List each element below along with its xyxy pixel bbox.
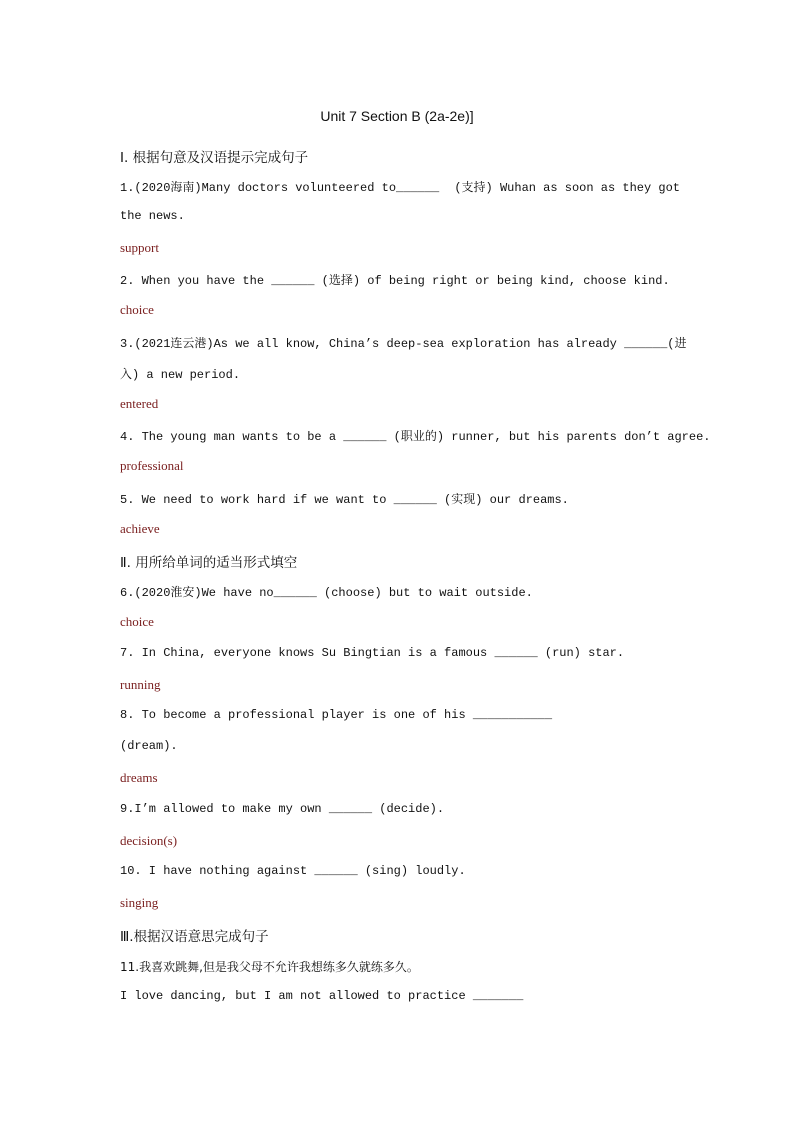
question-1-line-2: the news. (120, 209, 185, 223)
question-6-line-1: 6.(2020淮安)We have no______ (choose) but to wait outside. (120, 586, 533, 600)
question-10-line-1: 10. I have nothing against ______ (sing) loudly. (120, 864, 466, 878)
question-3-text-left: 3.(2021连云港)As we all know, China’s deep-sea exploration has already ______ (120, 337, 668, 351)
answer-6: choice (120, 614, 154, 629)
question-11-line-1: 11.我喜欢跳舞,但是我父母不允许我想练多久就练多久。 (120, 960, 419, 974)
answer-9: decision(s) (120, 833, 178, 848)
answer-7: running (120, 677, 161, 692)
answer-10: singing (120, 895, 159, 910)
question-1-text-right: (支持) Wuhan as soon as they got (454, 181, 680, 195)
question-11-line-2: I love dancing, but I am not allowed to practice _______ (120, 989, 524, 1003)
answer-4: professional (120, 458, 184, 473)
answer-3: entered (120, 396, 159, 411)
question-3-line-1 (120, 334, 687, 351)
document-title: Unit 7 Section B (2a-2e)] (320, 108, 474, 124)
question-8-line-2: (dream). (120, 739, 178, 753)
question-3-text-right: (进 (667, 337, 687, 351)
question-1-line-1 (120, 178, 680, 195)
section-heading-2: Ⅱ. 用所给单词的适当形式填空 (120, 555, 298, 571)
question-2-line-1: 2. When you have the ______ (选择) of being right or being kind, choose kind. (120, 274, 670, 288)
question-1-text-left: 1.(2020海南)Many doctors volunteered to______ (120, 181, 440, 195)
question-9-line-1: 9.I’m allowed to make my own ______ (decide). (120, 802, 445, 816)
section-heading-1: Ⅰ. 根据句意及汉语提示完成句子 (120, 150, 309, 166)
answer-2: choice (120, 302, 154, 317)
answer-1: support (120, 240, 159, 255)
answer-8: dreams (120, 770, 158, 785)
question-4-line-1: 4. The young man wants to be a ______ (职业的) runner, but his parents don’t agree. (120, 430, 711, 444)
question-8-line-1: 8. To become a professional player is one of his ___________ (120, 708, 553, 722)
answer-5: achieve (120, 521, 160, 536)
question-7-line-1: 7. In China, everyone knows Su Bingtian is a famous ______ (run) star. (120, 646, 625, 660)
question-3-line-2: 入) a new period. (120, 368, 241, 382)
section-heading-3: Ⅲ.根据汉语意思完成句子 (120, 929, 269, 945)
question-5-line-1: 5. We need to work hard if we want to ______ (实现) our dreams. (120, 493, 569, 507)
